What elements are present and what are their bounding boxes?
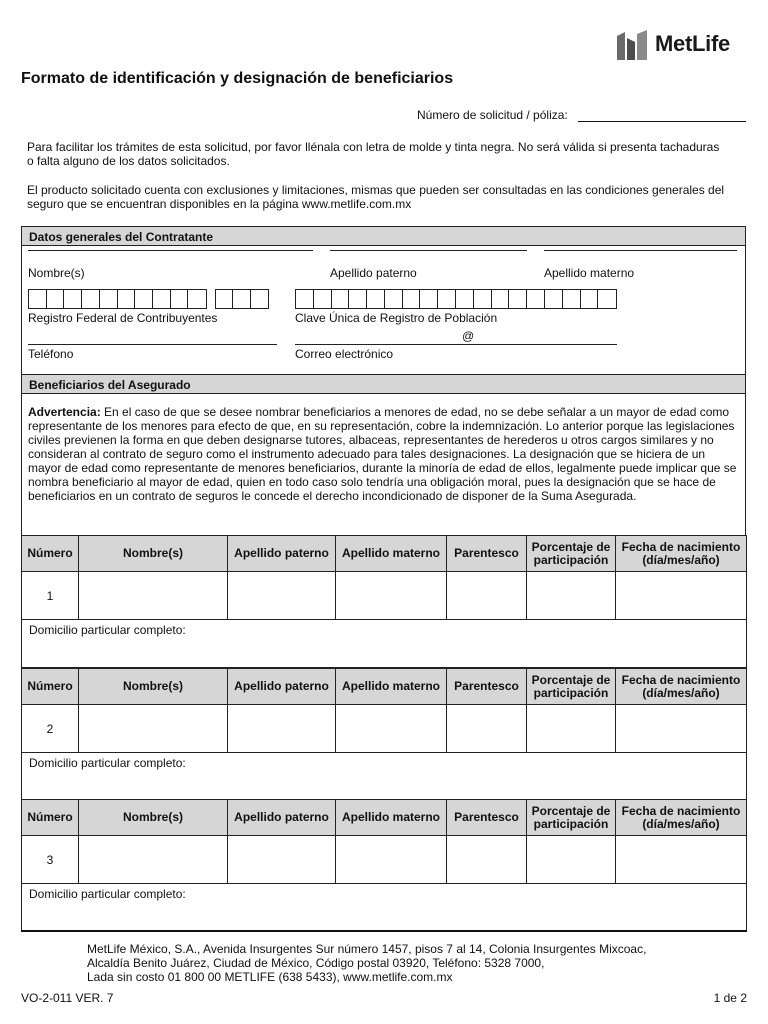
nombre-cell[interactable] [79, 836, 228, 884]
footer-line-1: MetLife México, S.A., Avenida Insurgentes Sur número 1457, pisos 7 al 14, Colonia Insurgentes Mixcoac, [87, 942, 647, 956]
beneficiary-table-3 [21, 799, 747, 932]
col-numero: Número [22, 669, 79, 705]
warning-paragraph [28, 405, 740, 503]
col-apellido-materno: Apellido materno [336, 536, 447, 572]
table-header-row [22, 669, 747, 705]
col-numero: Número [22, 800, 79, 836]
warning-text: En el caso de que se desee nombrar beneficiarios a menores de edad, no se debe señalar a un mayor de edad como representante de los menores para efecto de que, en su representación, cobre la indemnización. Lo anterior porque las legislaciones civiles previenen la forma en que deben designarse tutores, albaceas, representantes de herederos u otros cargos similares y no consideran al contrato de seguro como el instrumento adecuado para tales designaciones. La designación que se hiciera de un mayor de edad como representante de menores beneficiarios, durante la minoría de edad de ellos, legalmente puede implicar que se nombra beneficiario al mayor de edad, quien en todo caso solo tendría una obligación moral, pues la designación que se hace de beneficiarios en un contrato de seguros le concede el derecho incondicionado de disponer de la Suma Asegurada. [28, 405, 737, 503]
porcentaje-cell[interactable] [527, 836, 616, 884]
table-row [22, 705, 747, 753]
parentesco-cell[interactable] [447, 836, 527, 884]
col-parentesco: Parentesco [447, 800, 527, 836]
col-parentesco: Parentesco [447, 536, 527, 572]
intro-paragraph-1: Para facilitar los trámites de esta solicitud, por favor llénala con letra de molde y tinta negra. No será válida si presenta tachaduras o falta alguno de los datos solicitados. [27, 140, 720, 168]
domicilio-row [22, 620, 747, 668]
porcentaje-cell[interactable] [527, 705, 616, 753]
curp-label: Clave Única de Registro de Población [295, 311, 498, 325]
apellido-paterno-label: Apellido paterno [330, 266, 417, 280]
apellido-materno-label: Apellido materno [544, 266, 635, 280]
col-nombre: Nombre(s) [79, 669, 228, 705]
bottom-divider [21, 930, 746, 932]
apellido-paterno-cell[interactable] [228, 572, 336, 620]
col-porcentaje: Porcentaje de participación [527, 800, 616, 836]
table-row [22, 836, 747, 884]
curp-boxes[interactable] [295, 289, 617, 309]
domicilio-row [22, 753, 747, 801]
footer-line-2: Alcaldía Benito Juárez, Ciudad de México, Código postal 03920, Teléfono: 5328 7000, [87, 956, 545, 970]
nombre-label: Nombre(s) [28, 266, 85, 280]
col-fecha-nacimiento: Fecha de nacimiento (día/mes/año) [616, 669, 747, 705]
rfc-homoclave-boxes[interactable] [215, 289, 269, 309]
fecha-nacimiento-cell[interactable] [616, 572, 747, 620]
apellido-materno-cell[interactable] [336, 705, 447, 753]
parentesco-cell[interactable] [447, 572, 527, 620]
row-number: 2 [22, 705, 79, 753]
apellido-materno-cell[interactable] [336, 836, 447, 884]
col-numero: Número [22, 536, 79, 572]
row-number: 3 [22, 836, 79, 884]
policy-number-label: Número de solicitud / póliza: [417, 108, 568, 122]
apellido-paterno-cell[interactable] [228, 705, 336, 753]
col-fecha-nacimiento: Fecha de nacimiento (día/mes/año) [616, 536, 747, 572]
correo-field[interactable] [295, 344, 617, 345]
beneficiary-table-2 [21, 668, 747, 801]
metlife-logo-text: MetLife [655, 31, 730, 56]
form-code: VO-2-011 VER. 7 [21, 991, 114, 1005]
col-porcentaje: Porcentaje de participación [527, 536, 616, 572]
warning-label: Advertencia: [28, 405, 101, 419]
company-footer [87, 942, 646, 984]
domicilio-field[interactable]: Domicilio particular completo: [22, 620, 747, 668]
telefono-field[interactable] [28, 344, 277, 345]
rfc-label: Registro Federal de Contribuyentes [28, 311, 218, 325]
apellido-materno-field[interactable] [544, 250, 737, 251]
telefono-label: Teléfono [28, 347, 74, 361]
nombre-field[interactable] [28, 250, 313, 251]
beneficiary-table-1 [21, 535, 747, 668]
policy-number-field[interactable] [578, 121, 746, 122]
nombre-cell[interactable] [79, 705, 228, 753]
metlife-logo [617, 28, 749, 64]
fecha-nacimiento-cell[interactable] [616, 705, 747, 753]
footer-line-3: Lada sin costo 01 800 00 METLIFE (638 5433), www.metlife.com.mx [87, 970, 453, 984]
rfc-boxes[interactable] [28, 289, 207, 309]
col-apellido-paterno: Apellido paterno [228, 536, 336, 572]
apellido-paterno-cell[interactable] [228, 836, 336, 884]
at-sign: @ [462, 329, 475, 343]
col-apellido-paterno: Apellido paterno [228, 669, 336, 705]
table-row [22, 572, 747, 620]
apellido-materno-cell[interactable] [336, 572, 447, 620]
page-title: Formato de identificación y designación de beneficiarios [21, 70, 454, 87]
beneficiarios-heading: Beneficiarios del Asegurado [21, 374, 746, 394]
contratante-heading: Datos generales del Contratante [21, 226, 746, 246]
domicilio-field[interactable]: Domicilio particular completo: [22, 753, 747, 801]
row-number: 1 [22, 572, 79, 620]
domicilio-row [22, 884, 747, 932]
col-nombre: Nombre(s) [79, 800, 228, 836]
col-apellido-paterno: Apellido paterno [228, 800, 336, 836]
col-nombre: Nombre(s) [79, 536, 228, 572]
col-apellido-materno: Apellido materno [336, 669, 447, 705]
table-header-row [22, 800, 747, 836]
col-apellido-materno: Apellido materno [336, 800, 447, 836]
table-header-row [22, 536, 747, 572]
col-parentesco: Parentesco [447, 669, 527, 705]
metlife-logo-mark-icon [617, 30, 649, 62]
intro-paragraph-2: El producto solicitado cuenta con exclusiones y limitaciones, mismas que pueden ser consultadas en las condiciones generales del seguro que se encuentran disponibles en la página www.metlife.com.mx [27, 183, 725, 211]
nombre-cell[interactable] [79, 572, 228, 620]
parentesco-cell[interactable] [447, 705, 527, 753]
porcentaje-cell[interactable] [527, 572, 616, 620]
col-porcentaje: Porcentaje de participación [527, 669, 616, 705]
fecha-nacimiento-cell[interactable] [616, 836, 747, 884]
apellido-paterno-field[interactable] [330, 250, 527, 251]
correo-label: Correo electrónico [295, 347, 394, 361]
page-number: 1 de 2 [713, 991, 747, 1005]
col-fecha-nacimiento: Fecha de nacimiento (día/mes/año) [616, 800, 747, 836]
domicilio-field[interactable]: Domicilio particular completo: [22, 884, 747, 932]
